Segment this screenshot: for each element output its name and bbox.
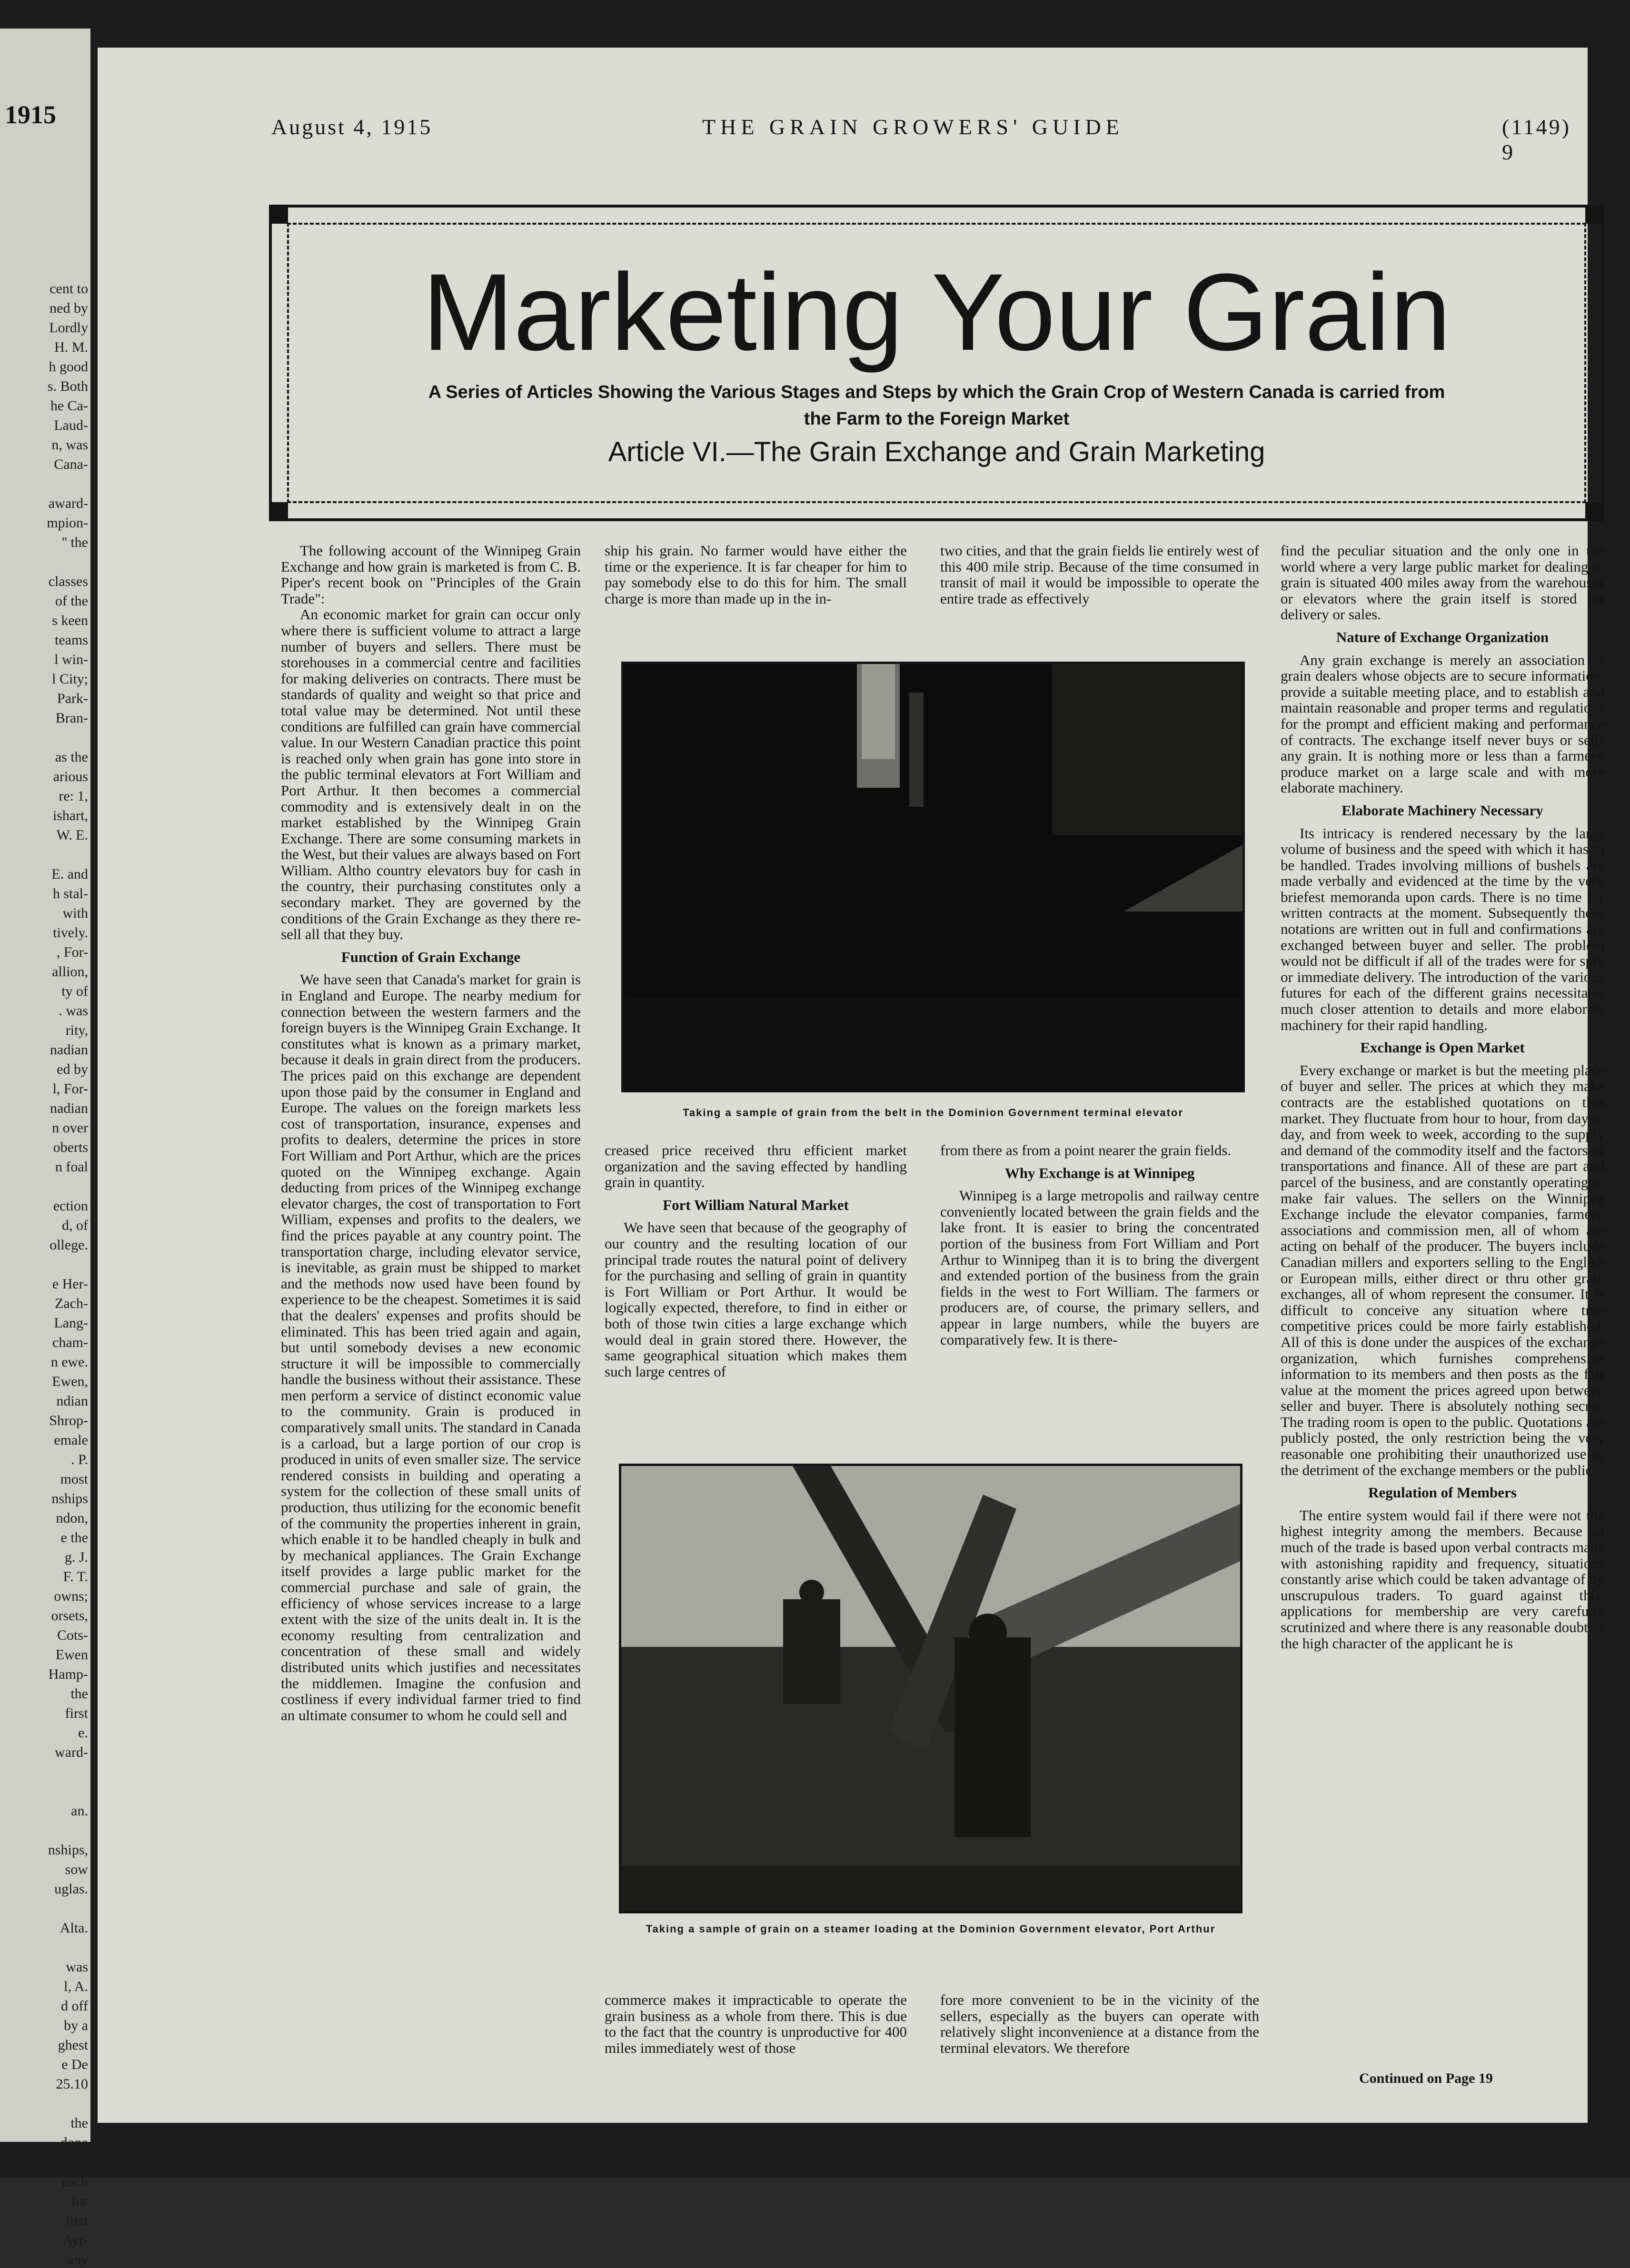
adjacent-page-line: '' the — [62, 535, 88, 550]
paragraph: ship his grain. No farmer would have either the time or the experience. It is far cheaper for him to pay somebody else to do this for him. The small charge is more than made up in the in- — [605, 542, 907, 607]
adjacent-page-line: Shrop- — [49, 1413, 88, 1428]
adjacent-page-line: mpion- — [47, 515, 88, 531]
page-number: (1149) 9 — [1502, 115, 1571, 164]
adjacent-page-line: n foal — [55, 1159, 88, 1175]
column-2-middle — [605, 1142, 907, 1409]
paragraph: Its intricacy is rendered necessary by the large volume of business and the speed with which it has to be handled. Trades involving millions of bushels are made verbally and evidenced at the time by the very briefest memoranda upon cards. There is no time for written contracts at the moment. Subsequently these notations are written out in full and confirmations are exchanged between buyer and seller. The problem would not be difficult if all of the trades were for spot or immediate delivery. The introduction of the various futures for each of the different grains necessitates much closer attention to details and more elaborate machinery for their rapid handling. — [1281, 824, 1604, 1033]
paragraph: from there as from a point nearer the grain fields. — [940, 1142, 1232, 1159]
adjacent-page-line: ection — [53, 1198, 88, 1214]
adjacent-page-line: F. T. — [63, 1569, 88, 1585]
adjacent-page-line: cham- — [52, 1335, 88, 1350]
adjacent-page-line: Cana- — [54, 456, 88, 472]
adjacent-page-line: H. M. — [54, 339, 88, 355]
adjacent-page-line: Park- — [57, 691, 88, 706]
adjacent-page-line: s. Both — [47, 378, 88, 394]
adjacent-page-line: an. — [71, 1803, 88, 1819]
adjacent-page-line: nadian — [50, 1042, 88, 1058]
column-3-middle — [940, 1142, 1259, 1409]
adjacent-page-line: l, For- — [52, 1081, 88, 1097]
paragraph: two cities, and that the grain fields lie entirely west of this 400 mile strip. Because of the time consumed in transit of mail it would be impossible to operate the entire trade as effectively — [940, 542, 1259, 607]
adjacent-page-line: Bran- — [55, 710, 88, 726]
adjacent-page-line: E. and — [51, 866, 88, 882]
adjacent-page-line: ndian — [56, 1393, 88, 1409]
adjacent-page-line: any — [67, 2252, 88, 2268]
column-2-bottom — [605, 1992, 907, 2087]
adjacent-page-line: e Her- — [52, 1276, 88, 1292]
newspaper-page — [98, 48, 1604, 2123]
adjacent-page-year: 1915 — [5, 100, 56, 129]
adjacent-page-line: sow — [65, 1862, 88, 1877]
adjacent-page-line: ollege. — [50, 1237, 88, 1253]
adjacent-page-line: as the — [55, 749, 88, 765]
adjacent-page-line: h good — [49, 359, 88, 375]
adjacent-page-line: each — [62, 2154, 88, 2170]
article-banner — [269, 205, 1604, 521]
adjacent-page-line: teams — [55, 632, 88, 648]
banner-corner-ornament — [269, 502, 288, 521]
adjacent-page-line: h stal- — [52, 886, 88, 901]
adjacent-page-line: by a — [64, 2018, 88, 2033]
photo-grain-sampling-belt — [621, 662, 1245, 1092]
adjacent-page-line: award- — [48, 495, 88, 511]
paragraph: fore more convenient to be in the vicinity of the sellers, especially as the buyers can operate with relatively slight inconvenience at a distance from the terminal elevators. We therefore — [940, 1991, 1259, 2056]
section-heading: Nature of Exchange Organization — [1336, 628, 1549, 645]
adjacent-page-line: with — [62, 905, 88, 921]
paragraph: We have seen that because of the geography of our country and the resulting location of our principal trade routes the natural point of delivery for the purchasing and selling of grain in quantity is Fort William or Port Arthur. It would be logically expected, therefore, to find in either or both of those twin cities a large exchange which would deal in grain stored there. However, the same geographical situation which makes them such large centres of — [605, 1219, 907, 1380]
banner-corner-ornament — [269, 205, 288, 224]
adjacent-page-line: e. — [78, 1725, 88, 1741]
adjacent-page-line: n ewe. — [50, 1354, 88, 1370]
section-heading: Fort William Natural Market — [663, 1196, 849, 1213]
column-1 — [281, 543, 581, 2090]
adjacent-page-line: most — [60, 1471, 88, 1487]
photo-steamer-loading — [619, 1464, 1242, 1913]
adjacent-page-line: Lang- — [54, 1315, 88, 1331]
section-heading: Elaborate Machinery Necessary — [1342, 802, 1543, 819]
article-series-title: Marketing Your Grain — [422, 251, 1451, 373]
article-series-subtitle: A Series of Articles Showing the Various Stages and Steps by which the Grain Crop of Western Canada is carried from the Farm to the Foreign Market — [428, 382, 1445, 429]
adjacent-page-line: . was — [59, 1003, 88, 1019]
adjacent-page-line: ned by — [50, 300, 88, 316]
adjacent-page-line: he Ca- — [50, 398, 88, 414]
adjacent-page-line: uglas. — [54, 1881, 88, 1897]
adjacent-page-line: was — [66, 1959, 88, 1975]
adjacent-page-line: nships, — [48, 1842, 88, 1858]
column-4 — [1281, 543, 1604, 2085]
paragraph: commerce makes it impracticable to operate the grain business as a whole from there. This is due to the fact that the country is unproductive for 400 miles immediately west of those — [605, 1991, 907, 2056]
column-2-top — [605, 543, 907, 638]
adjacent-page-line: ndon, — [56, 1510, 88, 1526]
adjacent-page-line: rity, — [65, 1022, 88, 1038]
adjacent-page-line: first — [65, 1705, 88, 1721]
adjacent-page-line: nships — [51, 1491, 88, 1506]
adjacent-page-line: e De — [61, 2057, 88, 2072]
adjacent-page-line: allion, — [52, 964, 88, 980]
adjacent-page-line: e the — [60, 1530, 88, 1545]
adjacent-page-line: 25.10 — [56, 2076, 88, 2092]
section-heading: Why Exchange is at Winnipeg — [1004, 1164, 1195, 1181]
paragraph: find the peculiar situation and the only one in the world where a very large public market for dealing in grain is situated 400 miles away from the warehouses or elevators where the grain itself is stored for delivery or sales. — [1281, 542, 1604, 623]
paragraph: The following account of the Winnipeg Grain Exchange and how grain is marketed is from C. B. Piper's recent book on "Principles of the Grain Trade": — [281, 542, 581, 607]
banner-corner-ornament — [1585, 205, 1604, 224]
adjacent-page-line: g. J. — [64, 1549, 88, 1565]
adjacent-page-line: Cots- — [57, 1627, 88, 1643]
column-3-top — [940, 543, 1259, 638]
adjacent-page-line: for — [71, 2193, 88, 2209]
adjacent-page-line: . P. — [71, 1452, 88, 1467]
adjacent-page-line: n, was — [51, 437, 88, 453]
paragraph: Winnipeg is a large metropolis and railway centre conveniently located between the grain fields and the lake front. It is easier to bring the concentrated portion of the business from Fort William and Port Arthur to Winnipeg than it is to bring the divergent and extended portion of the business from the grain fields in the west to Fort William. The farmers or producers are, of course, the primary sellers, and appear in large numbers, while the buyers are comparatively few. It is there- — [940, 1187, 1259, 1348]
section-heading: Regulation of Members — [1368, 1484, 1517, 1501]
adjacent-page-line: Lordly — [49, 320, 88, 336]
adjacent-page-line: l win- — [54, 652, 88, 667]
paragraph: Any grain exchange is merely an association of grain dealers whose objects are to secure information, provide a suitable meeting place, and to establish and maintain reasonable and proper terms and regulations for the prompt and efficient making and performance of contracts. The exchange itself never buys or sells any grain. It is nothing more or less than a farmers' produce market on a large scale and with more elaborate machinery. — [1281, 651, 1604, 796]
adjacent-page-line: Alta. — [60, 1920, 88, 1936]
adjacent-page-line: l City; — [52, 671, 88, 687]
issue-date: August 4, 1915 — [271, 115, 433, 139]
adjacent-page-line: l, A. — [64, 1979, 88, 1994]
adjacent-page-line: emale — [54, 1432, 88, 1448]
adjacent-page-line: the — [70, 1686, 88, 1702]
adjacent-page-line: d off — [61, 1998, 88, 2014]
adjacent-page-line: ishart, — [52, 808, 88, 823]
adjacent-page-line: Ewen — [55, 1647, 88, 1663]
paragraph: We have seen that Canada's market for grain is in England and Europe. The nearby medium for connection between the western farmers and the foreign buyers is the Winnipeg Grain Exchange. It constitutes what is known as a primary market, because it deals in grain direct from the producers. The prices paid on this exchange are dependent upon those paid by the consumer in England and Europe. The values on the foreign markets less cost of transportation, insurance, expenses and profits to dealers, determine the prices in store Fort William and Port Arthur, which are the prices quoted on the Winnipeg exchange. Again deducting from prices of the Winnipeg exchange elevator charges, the cost of transportation to Fort William, expenses and profits to the dealers, we find the prices payable at any country point. The transportation charge, including elevator service, is inevitable, as grain must be shipped to market and the methods now used have been found by experience to be the cheapest. Sometimes it is said that the dealers' expenses and profits should be eliminated. This has been tried again and again, but until somebody devises a new economic structure it will be impossible to commercially handle the business without their assistance. These men perform a service of distinct economic value to the community. Grain is produced in comparatively small units. The standard in Canada is a carload, but a large portion of our crop is produced in units of even smaller size. The service rendered consists in building and operating a system for the collection of these small units of production, thus utilizing for the economic benefit of the community the properties inherent in grain, which enable it to be handled cheaply in bulk and by mechanical appliances. The Grain Exchange itself provides a large public market for the commercial purchase and sale of grain, the efficiency of whose services increase to a large extent with the size of the units dealt in. It is the economy resulting from centralization and concentration of these small and widely distributed units which justifies and necessitates the middlemen. Imagine the confusion and costliness if every individual farmer tried to find an ultimate consumer to whom he could sell and — [281, 971, 581, 1723]
section-heading: Function of Grain Exchange — [341, 948, 521, 965]
adjacent-page-line: ed by — [57, 1061, 88, 1077]
adjacent-page-line: nadian — [50, 1100, 88, 1116]
adjacent-page-line: re: 1, — [59, 788, 88, 804]
photo-steamer-loading-image — [621, 1466, 1240, 1911]
adjacent-page-line: of the — [55, 593, 88, 609]
adjacent-page-line: , For- — [56, 944, 88, 960]
adjacent-page-line: ty of — [61, 983, 88, 999]
continued-on-page-link[interactable]: Continued on Page 19 — [1359, 2070, 1493, 2086]
adjacent-page-line: W. E. — [56, 827, 88, 843]
adjacent-page-line: arious — [53, 769, 88, 784]
adjacent-page-line: classes — [48, 574, 88, 589]
adjacent-page-line: owns; — [54, 1588, 88, 1604]
column-3-bottom — [940, 1992, 1259, 2087]
adjacent-page-line: n over — [52, 1120, 88, 1136]
newspaper-name: THE GRAIN GROWERS' GUIDE — [702, 115, 1124, 139]
adjacent-page-line: orsets, — [51, 1608, 88, 1624]
adjacent-page-line: done — [60, 2135, 88, 2150]
banner-corner-ornament — [1585, 502, 1604, 521]
adjacent-page-line: oberts — [53, 1139, 88, 1155]
adjacent-page-line: the — [70, 2115, 88, 2131]
section-heading: Exchange is Open Market — [1360, 1039, 1525, 1056]
adjacent-page-line: s keen — [52, 613, 88, 628]
adjacent-page-line: Hamp- — [48, 1666, 88, 1682]
adjacent-page-line: first — [65, 2213, 88, 2228]
photo-caption: Taking a sample of grain on a steamer loading at the Dominion Government elevator, Port Arthur — [646, 1923, 1216, 1935]
adjacent-page-line: ward- — [55, 1744, 88, 1760]
article-heading: Article VI.—The Grain Exchange and Grain Marketing — [608, 436, 1265, 467]
paragraph: Every exchange or market is but the meeting place of buyer and seller. The prices at which they make contracts are the established quotations on that market. They fluctuate from hour to hour, from day to day, and from week to week, according to the supply and demand of the commodity itself and the factors of transportations and finance. All of these are part and parcel of the business, and are constantly operating to make fair values. The sellers on the Winnipeg Exchange include the elevator companies, farmers' associations and commission men, all of whom are acting on behalf of the producer. The buyers include Canadian millers and exporters selling to the English or European mills, either direct or thru other grain exchanges, all of whom represent the consumer. It is difficult to conceive any situation where true competitive prices could be more fairly established. All of this is done under the auspices of the exchange organization, which furnishes comprehensive information to its members and then posts as the fair value at the moment the prices agreed upon between seller and buyer. There is absolutely nothing secret. The trading room is open to the public. Quotations are publicly posted, the only restriction being the very reasonable one prohibiting their unauthorized use to the detriment of the exchange members or the public. — [1281, 1061, 1604, 1478]
paragraph: The entire system would fail if there were not the highest integrity among the members. Because so much of the trade is based upon verbal contracts made with astonishing rapidity and frequency, situations constantly arise which could be taken advantage of by unscrupulous traders. To guard against this, applications for membership are very carefully scrutinized and where there is any reasonable doubt of the high character of the applicant he is — [1281, 1506, 1604, 1652]
adjacent-page-line: tively. — [53, 925, 88, 941]
paragraph: creased price received thru efficient market organization and the saving effected by handling grain in quantity. — [605, 1142, 907, 1191]
adjacent-page-line: each — [62, 2174, 88, 2189]
adjacent-page-line: Ewen, — [52, 1374, 88, 1389]
adjacent-page-line: ghest — [58, 2037, 88, 2053]
photo-grain-sampling-belt-image — [624, 664, 1242, 1090]
paragraph: An economic market for grain can occur only where there is sufficient volume to attract a large number of buyers and sellers. There must be storehouses in a commercial centre and facilities for making deliveries on contracts. There must be standards of quality and weight so that price and total value may be determined. Not until these conditions are fulfilled can grain have commercial value. In our Western Canadian practice this point is reached only when grain has gone into store in the public terminal elevators at Fort William and Port Arthur. It then becomes a commercial commodity and is extensively dealt in on the market established by the Winnipeg Grain Exchange. There are some consuming markets in the West, but their values are always based on Fort William. Altho country elevators buy for cash in the country, their purchasing constitutes only a secondary market. They are governed by the conditions of the Grain Exchange as they there re-sell all that they buy. — [281, 606, 581, 943]
photo-caption: Taking a sample of grain from the belt in the Dominion Government terminal elevator — [683, 1107, 1183, 1119]
adjacent-page-line: Zach- — [55, 1296, 88, 1311]
adjacent-page-line: d, of — [62, 1218, 88, 1233]
adjacent-page-line: Laud- — [54, 417, 88, 433]
adjacent-page-fragment — [0, 29, 90, 2268]
adjacent-page-line: cent to — [50, 281, 88, 297]
adjacent-page-line: Ayr- — [62, 2232, 88, 2248]
